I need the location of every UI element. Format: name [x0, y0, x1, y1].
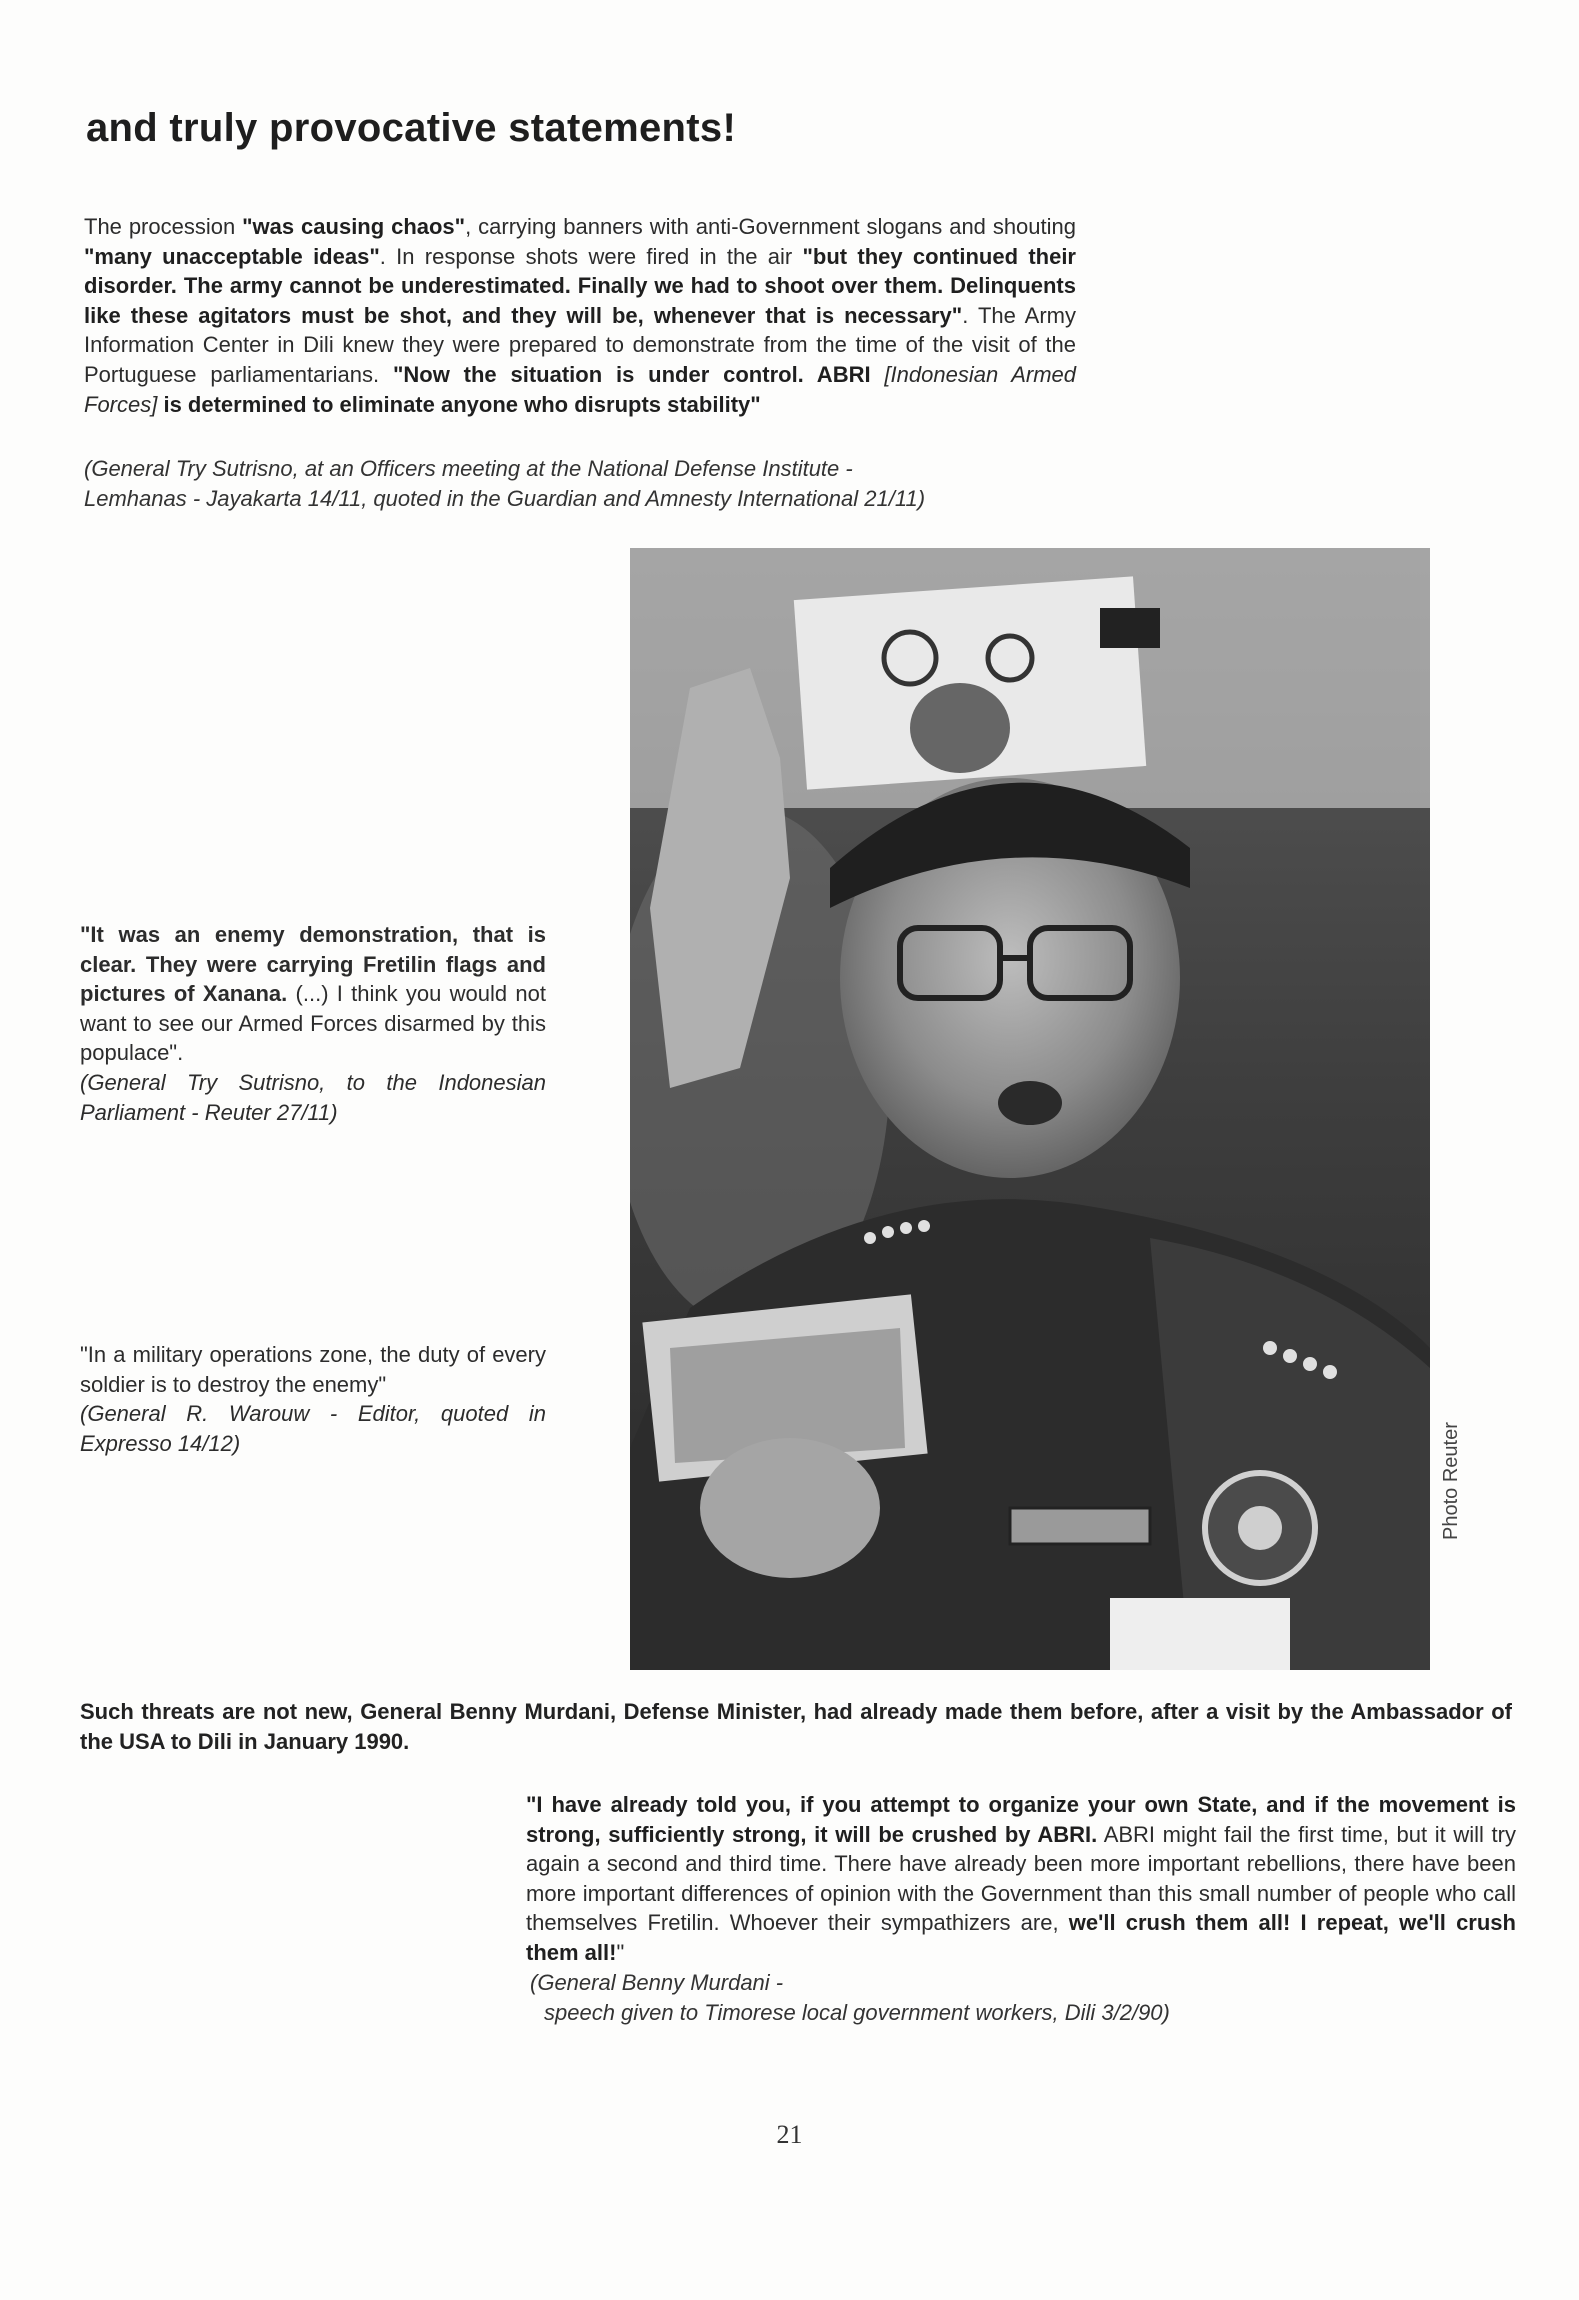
intro-text: . In response shots were fired in the air	[379, 243, 803, 269]
general-photo	[630, 548, 1430, 1670]
murdani-attribution-line: (General Benny Murdani -	[530, 1970, 784, 1995]
intro-bold: "Now the situation is under control. ABRI	[392, 361, 885, 387]
quote-bold: we'll crush them all! I repeat, we'll crush them all!	[526, 1910, 1516, 1965]
murdani-attribution	[530, 1968, 1430, 2028]
intro-text: The procession	[84, 214, 243, 239]
quote-text: "In a military operations zone, the duty of every soldier is to destroy the enemy"	[80, 1342, 546, 1397]
quote-bold: "It was an enemy demonstration, that is clear. They were carrying Fretilin flags and pictures of Xanana.	[80, 922, 546, 1007]
threat-paragraph: Such threats are not new, General Benny Murdani, Defense Minister, had already made them before, after a visit by the Ambassador of the USA to Dili in January 1990.	[80, 1699, 1512, 1754]
intro-bold: "was causing chaos"	[242, 214, 466, 239]
page-heading: and truly provocative statements!	[86, 106, 737, 150]
murdani-attribution-line: speech given to Timorese local government workers, Dili 3/2/90)	[544, 2000, 1170, 2025]
page-number: 21	[776, 2120, 803, 2149]
intro-bold: "many unacceptable ideas"	[84, 243, 380, 269]
quote-try-sutrisno-parliament	[80, 920, 546, 1127]
quote-text: "	[616, 1939, 625, 1965]
quote-warouw	[80, 1340, 546, 1458]
quote-text: ABRI might fail the first time, but it will try again a second and third time. There have already been more important rebellions, there have been more important differences of opinion with the Government than this small number of people who call themselves Fretilin. Whoever their sympathizers are,	[526, 1821, 1516, 1936]
photo-credit: Photo Reuter	[1440, 1422, 1462, 1540]
intro-source	[84, 454, 1084, 514]
quote-attribution: (General R. Warouw - Editor, quoted in Expresso 14/12)	[80, 1401, 546, 1456]
intro-source-line: Lemhanas - Jayakarta 14/11, quoted in the Guardian and Amnesty International 21/11)	[84, 486, 926, 511]
intro-bold: is determined to eliminate anyone who disrupts stability"	[157, 391, 761, 417]
intro-text: . The Army Information Center in Dili knew they were prepared to demonstrate from the time of the visit of the Portuguese parliamentarians.	[84, 302, 1076, 387]
intro-italic: [Indonesian Armed Forces]	[84, 361, 1076, 417]
intro-paragraph	[84, 212, 1076, 419]
quote-text: (...) I think you would not want to see our Armed Forces disarmed by this populace".	[80, 981, 546, 1066]
quote-attribution: (General Try Sutrisno, to the Indonesian Parliament - Reuter 27/11)	[80, 1069, 546, 1125]
intro-text: , carrying banners with anti-Government slogans and shouting	[465, 214, 1077, 239]
intro-source-line: (General Try Sutrisno, at an Officers meeting at the National Defense Institute -	[84, 456, 853, 481]
quote-bold: "I have already told you, if you attempt to organize your own State, and if the movement is strong, sufficiently strong, it will be crushed by ABRI.	[526, 1792, 1516, 1847]
intro-bold: "but they continued their disorder. The army cannot be underestimated. Finally we had to shoot over them. Delinquents like these agitators must be shot, and they will be, whenever that is necessary"	[84, 243, 1076, 328]
murdani-quote	[526, 1790, 1516, 1968]
general-photo-illustration	[630, 548, 1430, 1670]
